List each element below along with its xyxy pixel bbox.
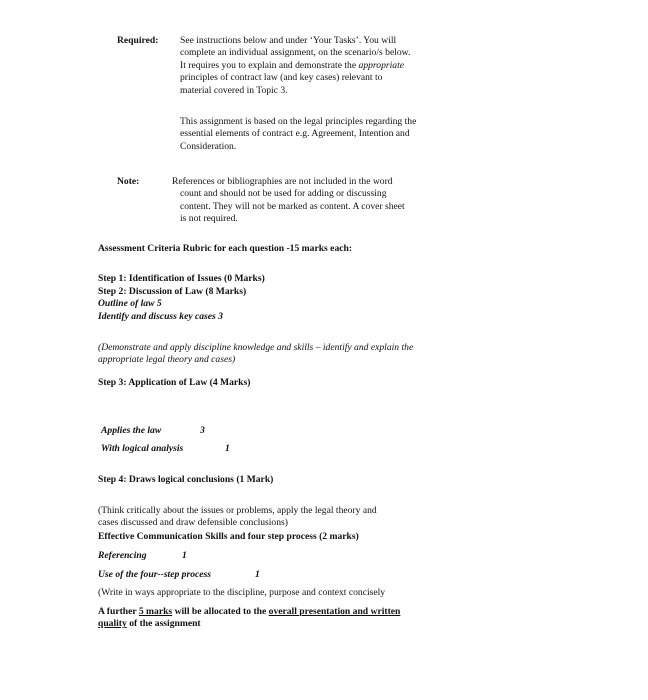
write-concisely-note: (Write in ways appropriate to the discipline, purpose and context concisely [98,587,386,598]
demonstrate-line-2: appropriate legal theory and cases) [98,354,236,366]
required-p2-line-1: This assignment is based on the legal principles regarding the [180,116,417,127]
further-line-1 [98,606,400,618]
logical-analysis-mark: 1 [225,443,230,454]
note-line-3: content. They will not be marked as content. A cover sheet [180,200,405,212]
quality-word: quality [98,618,127,630]
further-part-6: of the assignment [126,618,201,630]
think-line-2: cases discussed and draw defensible conclusions) [98,517,288,529]
step-1-heading: Step 1: Identification of Issues (0 Marks) [98,273,265,284]
required-paragraph-1 [180,35,410,97]
required-p1-line-1: See instructions below and under ‘Your Tasks’. You will [180,35,397,46]
further-marks-paragraph [98,606,400,631]
note-line-2: count and should not be used for adding or discussing [180,188,387,200]
overall-presentation: overall presentation and written [268,606,401,617]
appropriate-italic: appropriate [358,59,404,71]
step-3-heading: Step 3: Application of Law (4 Marks) [98,377,251,388]
referencing-label: Referencing [98,550,147,561]
note-line-1: References or bibliographies are not included in the word [172,176,393,187]
applies-law-label: Applies the law [101,425,162,436]
note-line-4: is not required. [180,213,238,225]
outline-of-law: Outline of law 5 [98,298,162,309]
identify-key-cases: Identify and discuss key cases 3 [98,311,223,322]
further-part-1: A further [98,606,139,617]
demonstrate-note [98,342,413,367]
further-part-3: will be allocated to the [172,606,269,617]
demonstrate-line-1: (Demonstrate and apply discipline knowledge and skills – identify and explain the [98,342,414,353]
required-paragraph-2 [180,116,416,153]
required-p1-line-3-text: It requires you to explain and demonstrate the [180,59,357,71]
effective-communication-heading: Effective Communication Skills and four step process (2 marks) [98,531,359,542]
think-critically-note [98,505,377,530]
referencing-mark: 1 [182,550,187,561]
applies-law-mark: 3 [200,425,205,436]
required-p1-line-2: complete an individual assignment, on the scenario/s below. [180,47,411,59]
step-2-heading: Step 2: Discussion of Law (8 Marks) [98,286,247,297]
four-step-label: Use of the four--step process [98,569,211,580]
required-p2-line-3: Consideration. [180,140,237,152]
further-line-2 [98,618,400,630]
step-4-heading: Step 4: Draws logical conclusions (1 Mark) [98,474,274,485]
note-label: Note: [117,176,140,187]
logical-analysis-label: With logical analysis [101,443,184,454]
required-p1-line-4: principles of contract law (and key cases) relevant to [180,72,383,84]
think-line-1: (Think critically about the issues or problems, apply the legal theory and [98,505,377,516]
required-p1-line-5: material covered in Topic 3. [180,84,288,96]
rubric-heading: Assessment Criteria Rubric for each question -15 marks each: [98,243,353,254]
required-p1-line-3 [180,60,410,72]
five-marks: 5 marks [138,606,173,617]
four-step-mark: 1 [255,569,260,580]
required-p2-line-2: essential elements of contract e.g. Agreement, Intention and [180,128,410,140]
note-paragraph [172,176,405,226]
required-label: Required: [117,35,159,46]
